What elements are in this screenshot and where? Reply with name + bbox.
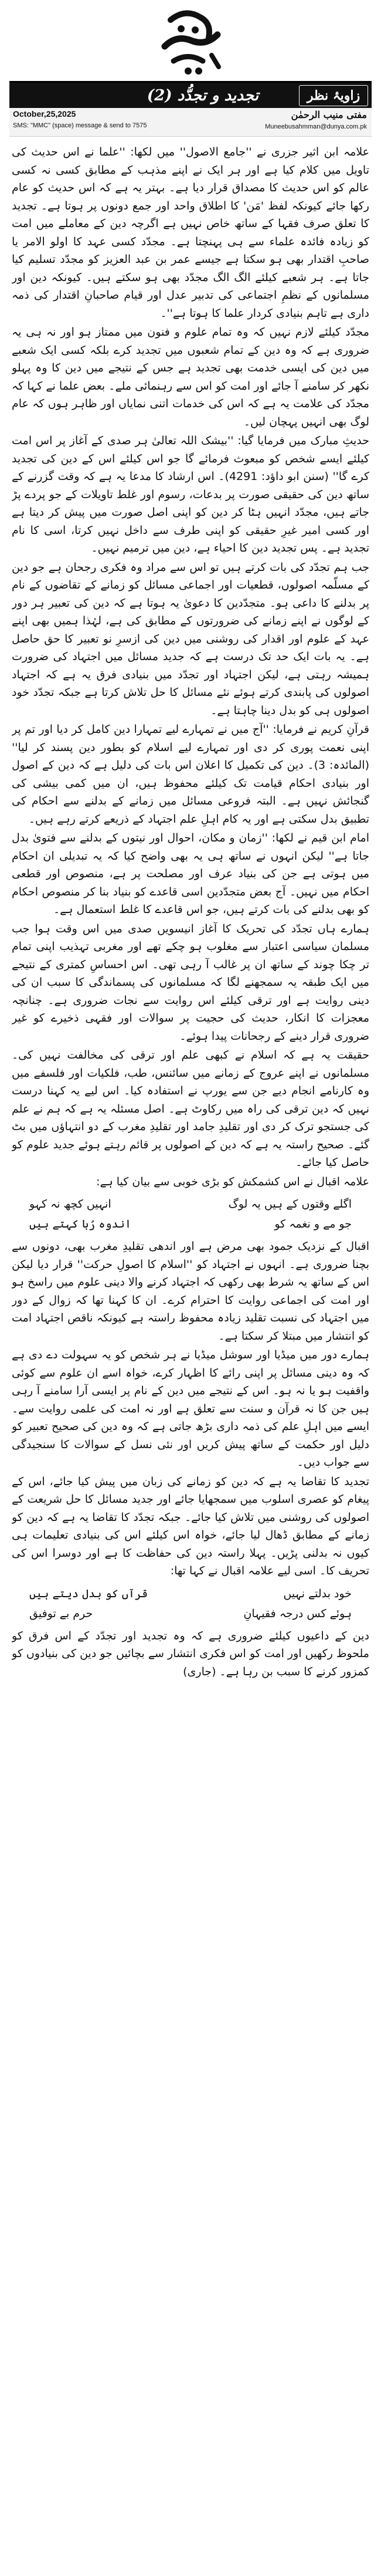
author-email: Muneebusahmman@dunya.com.pk [265,123,367,130]
verse-hemistich: خود بدلتے نہیں [283,1587,352,1600]
article-paragraph: علامہ ابن اثیر جزری نے ''جامع الاصول'' میں لکھا: ''علما نے اس حدیث کی تاویل میں کلام کیا ہے اور ہر ایک نے اپنے مذہب کے مطابق کسی نہ کسی عالم کو اس حدیث کا مصداق قرار دیا ہے۔ بہتر یہ ہے کہ اس حدیث کو عام رکھا جائے کیونکہ لفظ 'مَن' کا اطلاق واحد اور جمع دونوں پر ہوتا ہے۔ تجدید کا تعلق صرف فقہا کے ساتھ خاص نہیں ہے اگرچہ دین کے معاملے میں امت کو زیادہ فائدہ علماء سے ہی پہنچتا ہے۔ مجدّد کسی عہد کا اولو الامر یا صاحبِ اقتدار بھی ہو سکتا ہے جیسے عمر بن عبد العزیز کو مجدّد تسلیم کیا جاتا ہے۔ ہر شعبے کیلئے الگ الگ مجدّد بھی ہو سکتے ہیں۔ کیونکہ دین اور مسلمانوں کے نظمِ اجتماعی کی تدبیر عدل اور قیام صاحبانِ اقتدار کی ذمہ داری ہے تاہم بنیادی کردار علما کا ہوتا ہے''۔ [12,146,369,320]
poetry-verse [12,1584,369,1624]
poetry-verse [12,1194,369,1234]
column-badge: زاویۂ نظر [299,85,368,106]
verse-hemistich: اندوہ رُبا کہتے ہیں [29,1218,131,1230]
publish-date: October,25,2025 [13,109,76,119]
verse-line [12,1194,369,1214]
masthead [0,0,381,130]
newspaper-logo [151,4,231,80]
verse-hemistich: جو مے و نغمہ کو [274,1218,352,1230]
article-paragraph: علامہ اقبال نے اس کشمکش کو بڑی خوبی سے بیان کیا ہے: [96,1175,369,1188]
column-meta-row [9,108,372,137]
article-paragraph: قرآنِ کریم نے فرمایا: ''آج میں نے تمہارے لیے تمہارا دین کامل کر دیا اور تم پر اپنی نعمت پوری کر دی اور تمہارے لیے اسلام کو بطور دین پسند کر لیا'' (المائدہ: 3)۔ دین کی تکمیل کا اعلان اس بات کی دلیل ہے کہ دین کے اصول اور بنیادی احکام قیامت تک کیلئے محفوظ ہیں، ان میں کمی بیشی کی گنجائش نہیں ہے۔ البتہ فروعی مسائل میں زمانے کے بدلنے سے احکام کی تطبیق بدل سکتی ہے اور یہ کام اہلِ علم اجتہاد کے ذریعے کرتے رہے ہیں۔ [12,723,369,826]
dunya-logo-icon [153,5,229,79]
verse-hemistich: ہوئے کس درجہ فقیہانِ [243,1607,352,1620]
verse-hemistich: اگلے وقتوں کے ہیں یہ لوگ [228,1198,352,1211]
article-paragraph: جب ہم تجدّد کی بات کرتے ہیں تو اس سے مراد وہ فکری رجحان ہے جو دین کے مسلّمہ اصولوں، قطعیات اور اجماعی مسائل کو زمانے کے تقاضوں کے نام پر بدلنے کا داعی ہو۔ متجدّدین کا دعویٰ یہ ہوتا ہے کہ دین کی تعبیر ہر دور کے لوگوں نے اپنے زمانے کی ضرورتوں کے مطابق کی ہے، لہٰذا ہمیں بھی اپنے عہد کے علوم اور اقدار کی روشنی میں دین کی ازسرِ نو تعبیر کا حق حاصل ہے۔ یہ بات ایک حد تک درست ہے کہ جدید مسائل میں اجتہاد کی ضرورت ہمیشہ رہتی ہے، لیکن اجتہاد اور تجدّد میں بنیادی فرق یہ ہے کہ اجتہاد اصولوں کی پابندی کرتے ہوئے نئے مسائل کا حل تلاش کرتا ہے جبکہ تجدّد خود اصولوں ہی کو بدل دینا چاہتا ہے۔ [12,560,369,717]
verse-hemistich: انہیں کچھ نہ کہو [29,1198,111,1211]
verse-line [12,1604,369,1624]
verse-hemistich: حرم بے توفیق [29,1607,93,1620]
article-ending: دین کے داعیوں کیلئے ضروری ہے کہ وہ تجدید اور تجدّد کے اس فرق کو ملحوظ رکھیں اور امت کو اس فکری انتشار سے بچائیں جو دین کی بنیادوں کو کمزور کرنے کا سبب بن رہا ہے۔ (جاری) [12,1629,369,1678]
column-header-bar [9,81,372,109]
article-paragraph: تجدید کا تقاضا یہ ہے کہ دین کو زمانے کی زبان میں پیش کیا جائے، اس کے پیغام کو عصری اسلوب میں سمجھایا جائے اور جدید مسائل کا حل شریعت کے اصولوں کی روشنی میں تلاش کیا جائے۔ جبکہ تجدّد کا تقاضا یہ ہے کہ دین کو زمانے کے مطابق ڈھال لیا جائے، خواہ اس کیلئے اس کی بنیادی تعلیمات ہی کیوں نہ بدلنی پڑیں۔ پہلا راستہ دین کی حفاظت کا ہے اور دوسرا اس کی تحریف کا۔ اسی لیے علامہ اقبال نے کہا تھا: [12,1475,369,1577]
article-paragraph: امام ابن قیم نے لکھا: ''زمان و مکان، احوال اور نیتوں کے بدلنے سے فتویٰ بدل جاتا ہے'' لیکن انہوں نے ساتھ ہی یہ بھی واضح کیا کہ یہ تبدیلی ان احکام میں ہوتی ہے جن کی بنیاد عرف اور مصلحت پر ہے، منصوص اور قطعی احکام میں نہیں۔ آج بعض متجدّدین اسی قاعدے کو بنیاد بنا کر منصوص احکام کو بھی بدلنے کی بات کرتے ہیں، جو اس قاعدے کا غلط استعمال ہے۔ [12,831,369,916]
verse-line [12,1214,369,1234]
article-paragraph: مجدّد کیلئے لازم نہیں کہ وہ تمام علوم و فنون میں ممتاز ہو اور نہ ہی یہ ضروری ہے کہ وہ دین کے تمام شعبوں میں تجدید کرے بلکہ کسی ایک شعبے میں دین کی ایسی خدمت بھی تجدید ہے جس کے نتیجے میں دین کا وہ پہلو نکھر کر سامنے آ جائے اور امت کو اس سے رہنمائی ملے۔ بعض علما نے کہا کہ مجدّد کی علامت یہ ہے کہ اس کی خدمات اتنی نمایاں اور ظاہر ہوں کہ عام لوگ بھی انہیں پہچان لیں۔ [12,326,369,428]
article-body [12,143,369,2570]
article-paragraph: ہمارے دور میں میڈیا اور سوشل میڈیا نے ہر شخص کو یہ سہولت دے دی ہے کہ وہ دینی مسائل پر اپنی رائے کا اظہار کرے، خواہ اسے ان علوم سے کوئی واقفیت ہو یا نہ ہو۔ اس کے نتیجے میں دین کے نام پر ایسی آرا سامنے آ رہی ہیں جن کا نہ قرآن و سنت سے تعلق ہے اور نہ امت کی علمی روایت سے۔ ایسے میں اہلِ علم کی ذمہ داری بڑھ جاتی ہے کہ وہ دین کی صحیح تعبیر کو دلیل اور حکمت کے ساتھ پیش کریں اور نئی نسل کے سوالات کا سنجیدگی سے جواب دیں۔ [12,1348,369,1469]
verse-hemistich: قرآں کو بدل دیتے ہیں [29,1587,148,1600]
article-paragraph: اقبال کے نزدیک جمود بھی مرض ہے اور اندھی تقلیدِ مغرب بھی، دونوں سے بچنا ضروری ہے۔ انہوں نے اجتہاد کو ''اسلام کا اصولِ حرکت'' قرار دیا لیکن اس کے ساتھ یہ شرط بھی رکھی کہ اجتہاد کرنے والا دینی علوم میں راسخ ہو اور امت کی اجماعی روایت کا احترام کرے۔ ان کا کہنا تھا کہ زوال کے دور میں اجتہاد کی نسبت تقلید زیادہ محفوظ راستہ ہے کیونکہ ناقص اجتہاد امت کو انتشار میں مبتلا کر سکتا ہے۔ [12,1240,369,1343]
column-title: تجدید و تجدُّد (2) [147,87,259,104]
author-name: مفتی منیب الرحمٰن [291,109,367,120]
article-paragraph: ہمارے ہاں تجدّد کی تحریک کا آغاز انیسویں صدی میں اس وقت ہوا جب مسلمان سیاسی اعتبار سے مغلوب ہو چکے تھے اور مغربی تہذیب اپنی تمام تر چکا چوند کے ساتھ ان پر غالب آ رہی تھی۔ اس احساسِ کمتری کے نتیجے میں ایک طبقہ یہ سمجھنے لگا کہ مسلمانوں کی پسماندگی کا سبب ان کی دینی روایت ہے اور ترقی کیلئے اس روایت سے نجات ضروری ہے۔ چنانچہ معجزات کا انکار، حدیث کی حجیت پر سوالات اور فقہی ذخیرے کو غیر ضروری قرار دینے کے رجحانات پیدا ہوئے۔ [12,922,369,1043]
article-paragraph: حقیقت یہ ہے کہ اسلام نے کبھی علم اور ترقی کی مخالفت نہیں کی۔ مسلمانوں نے اپنے عروج کے زمانے میں سائنس، طب، فلکیات اور فلسفے میں وہ کارنامے انجام دیے جن سے یورپ نے استفادہ کیا۔ اس لیے یہ کہنا درست نہیں کہ دین ترقی کی راہ میں رکاوٹ ہے۔ اصل مسئلہ یہ ہے کہ ہم نے علم کی جستجو ترک کر دی اور تقلیدِ جامد اور تقلیدِ مغرب کے دو انتہاؤں میں بٹ گئے۔ صحیح راستہ یہ ہے کہ دین کے اصولوں پر قائم رہتے ہوئے جدید علوم کو حاصل کیا جائے۔ [12,1049,369,1169]
article-paragraph: حدیثِ مبارک میں فرمایا گیا: ''بیشک اللہ تعالیٰ ہر صدی کے آغاز پر اس امت کیلئے ایسے شخص کو مبعوث فرمائے گا جو اس کیلئے اس کے دین کی تجدید کرے گا'' (سنن ابو داؤد: 4291)۔ اس ارشاد کا مدعا یہ ہے کہ وقت گزرنے کے ساتھ دین کی حقیقی صورت پر بدعات، رسوم اور غلط تاویلات کے جو پردے پڑ جاتے ہیں، مجدّد انہیں ہٹا کر دین کو اپنی اصل صورت میں پیش کر دیتا ہے اور کسی امیر غیرِ حقیقی کو اپنی طرف سے داخل نہیں کرتا، اسی کا نام تجدید ہے۔ پس تجدید دین کا احیاء ہے، دین میں ترمیم نہیں۔ [12,434,369,555]
sms-instruction: SMS: "MMC" (space) message & send to 7575 [13,122,147,129]
verse-line [12,1584,369,1604]
